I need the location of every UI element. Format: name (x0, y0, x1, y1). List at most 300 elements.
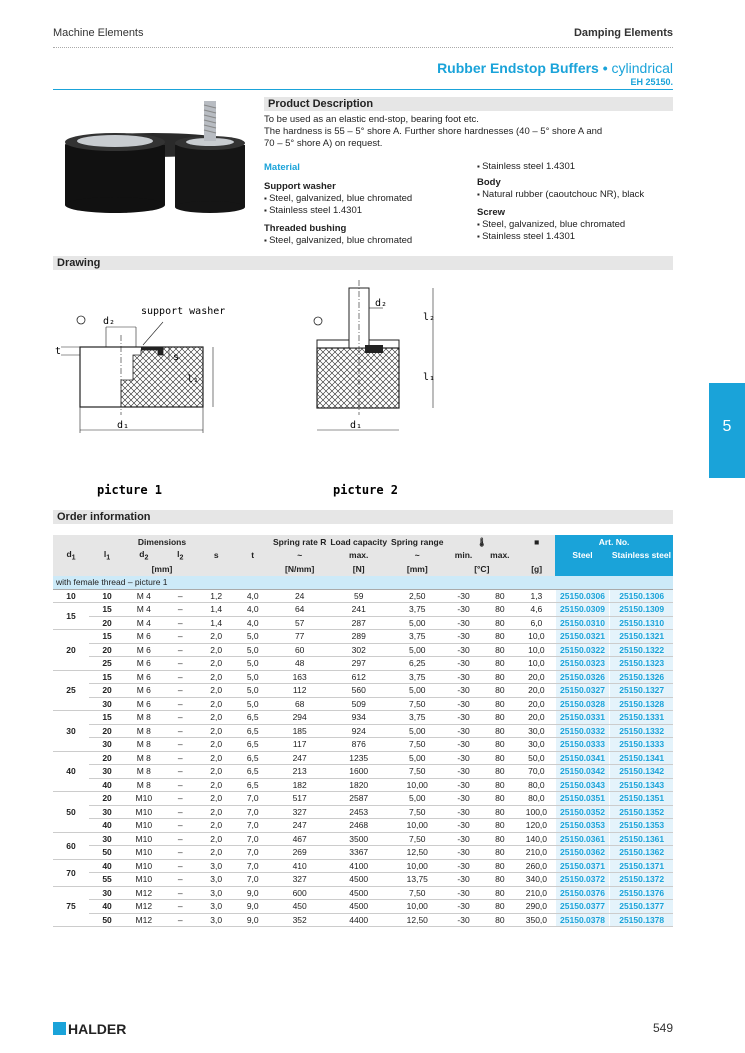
table-cell: – (163, 832, 198, 846)
article-number-link[interactable]: 25150.0362 (555, 846, 610, 860)
table-cell: M 6 (125, 643, 163, 657)
article-number-link[interactable]: 25150.0376 (555, 886, 610, 900)
table-cell: 6,5 (234, 751, 271, 765)
table-row (53, 697, 673, 711)
table-cell: 2,0 (198, 711, 235, 725)
table-cell: 80 (482, 616, 519, 630)
table-cell: -30 (445, 589, 481, 603)
table-cell: 25 (89, 657, 125, 671)
article-number-link[interactable]: 25150.0372 (555, 873, 610, 887)
table-cell: -30 (445, 873, 481, 887)
table-row (53, 873, 673, 887)
label-picture-2: picture 2 (333, 483, 399, 497)
table-cell: 5,0 (234, 697, 271, 711)
table-cell: – (163, 670, 198, 684)
table-cell: 467 (271, 832, 328, 846)
brand-logo: HALDER (53, 1021, 126, 1037)
spring-rate-header: Spring rate R (272, 536, 327, 547)
table-cell: 12,50 (389, 913, 445, 927)
table-cell: – (163, 873, 198, 887)
article-number-link[interactable]: 25150.0310 (555, 616, 610, 630)
article-number-link[interactable]: 25150.1361 (610, 832, 673, 846)
table-cell: M 6 (125, 670, 163, 684)
table-cell: 64 (271, 603, 328, 617)
table-cell: 10,00 (389, 819, 445, 833)
table-row (53, 711, 673, 725)
material-right-column (477, 161, 673, 243)
table-cell: – (163, 616, 198, 630)
table-cell: -30 (445, 792, 481, 806)
table-cell: 50 (89, 913, 125, 927)
table-cell: 4500 (328, 900, 389, 914)
table-cell: 80 (482, 684, 519, 698)
support-washer-heading: Support washer (264, 181, 336, 192)
table-cell: -30 (445, 751, 481, 765)
label-l2: l₂ (423, 312, 436, 323)
table-cell: 13,75 (389, 873, 445, 887)
order-info-heading: Order information (53, 510, 673, 524)
table-cell: 59 (328, 589, 389, 603)
table-cell: 20,0 (518, 670, 555, 684)
table-cell: M12 (125, 900, 163, 914)
article-number-link[interactable]: 25150.1333 (610, 738, 673, 752)
table-cell: 4,6 (518, 603, 555, 617)
description-line: The hardness is 55 – 5° shore A. Further shore hardnesses (40 – 5° shore A and (264, 126, 603, 137)
article-number-link[interactable]: 25150.0333 (555, 738, 610, 752)
table-cell: 80 (482, 765, 519, 779)
table-cell: 15 (89, 630, 125, 644)
table-cell: – (163, 819, 198, 833)
table-cell: 7,0 (234, 873, 271, 887)
cell-d1: 20 (53, 630, 89, 671)
unit-g: [g] (518, 562, 555, 576)
col-temp-min: min. (445, 549, 481, 563)
material-left-column (264, 177, 469, 247)
table-cell: 2,0 (198, 792, 235, 806)
article-number-link[interactable]: 25150.0321 (555, 630, 610, 644)
table-cell: 80,0 (518, 792, 555, 806)
body-heading: Body (477, 177, 501, 188)
table-cell: 80 (482, 630, 519, 644)
table-cell: 80 (482, 603, 519, 617)
table-cell: M 4 (125, 589, 163, 603)
table-cell: 2,0 (198, 805, 235, 819)
table-cell: -30 (445, 657, 481, 671)
table-cell: 80 (482, 657, 519, 671)
article-number-link[interactable]: 25150.0377 (555, 900, 610, 914)
table-cell: -30 (445, 670, 481, 684)
article-number-link[interactable]: 25150.1331 (610, 711, 673, 725)
col-t: t (234, 549, 271, 563)
table-cell: 20,0 (518, 711, 555, 725)
table-cell: 10,0 (518, 630, 555, 644)
table-cell: 241 (328, 603, 389, 617)
article-number-link[interactable]: 25150.1326 (610, 670, 673, 684)
cell-d1: 25 (53, 670, 89, 711)
table-cell: -30 (445, 724, 481, 738)
table-cell: -30 (445, 765, 481, 779)
table-cell: – (163, 886, 198, 900)
table-cell: 5,0 (234, 670, 271, 684)
article-number-link[interactable]: 25150.1309 (610, 603, 673, 617)
table-cell: M10 (125, 792, 163, 806)
table-cell: 80 (482, 900, 519, 914)
table-cell: M 6 (125, 630, 163, 644)
article-number-link[interactable]: 25150.0331 (555, 711, 610, 725)
table-cell: M12 (125, 886, 163, 900)
table-cell: 1,4 (198, 616, 235, 630)
article-number-link[interactable]: 25150.1376 (610, 886, 673, 900)
article-number-link[interactable]: 25150.1378 (610, 913, 673, 927)
table-row (53, 684, 673, 698)
unit-nmm: [N/mm] (271, 562, 328, 576)
table-cell: 3,75 (389, 603, 445, 617)
table-cell: 210,0 (518, 886, 555, 900)
table-cell: 80 (482, 913, 519, 927)
table-cell: -30 (445, 630, 481, 644)
table-cell: 4,0 (234, 589, 271, 603)
table-row (53, 589, 673, 603)
table-cell: 287 (328, 616, 389, 630)
table-cell: M 4 (125, 603, 163, 617)
article-number-link[interactable]: 25150.1341 (610, 751, 673, 765)
table-cell: – (163, 792, 198, 806)
cell-d1: 50 (53, 792, 89, 833)
table-cell: 924 (328, 724, 389, 738)
table-cell: 3500 (328, 832, 389, 846)
article-number-link[interactable]: 25150.1306 (610, 589, 673, 603)
article-number-link[interactable]: 25150.1332 (610, 724, 673, 738)
col-d2: $d_2$ (125, 549, 163, 563)
table-cell: M10 (125, 832, 163, 846)
table-cell: 12,50 (389, 846, 445, 860)
material-item: ▪ Steel, galvanized, blue chromated (477, 219, 673, 231)
table-cell: – (163, 913, 198, 927)
table-cell: 30,0 (518, 738, 555, 752)
article-number-link[interactable]: 25150.0371 (555, 859, 610, 873)
table-cell: – (163, 765, 198, 779)
table-cell: – (163, 589, 198, 603)
weight-icon: ■ (518, 535, 555, 549)
table-cell: 30,0 (518, 724, 555, 738)
table-cell: 260,0 (518, 859, 555, 873)
table-cell: 7,0 (234, 832, 271, 846)
product-title (437, 60, 673, 76)
table-cell: 3,0 (198, 886, 235, 900)
table-cell: 517 (271, 792, 328, 806)
table-cell: 30 (89, 805, 125, 819)
table-cell: 600 (271, 886, 328, 900)
table-cell: 20,0 (518, 697, 555, 711)
col-load-max: max. (328, 549, 389, 563)
table-cell: 4500 (328, 873, 389, 887)
table-cell: 247 (271, 751, 328, 765)
table-cell: 55 (89, 873, 125, 887)
table-cell: M 4 (125, 616, 163, 630)
load-capacity-header: Load capacity (330, 536, 388, 547)
table-cell: -30 (445, 832, 481, 846)
table-cell: 80 (482, 738, 519, 752)
table-cell: 80 (482, 589, 519, 603)
table-cell: 2,0 (198, 630, 235, 644)
table-cell: 80 (482, 792, 519, 806)
table-cell: 163 (271, 670, 328, 684)
cell-d1: 40 (53, 751, 89, 792)
table-cell: 327 (271, 805, 328, 819)
table-cell: 7,0 (234, 846, 271, 860)
table-cell: 7,0 (234, 859, 271, 873)
table-cell: – (163, 630, 198, 644)
article-number-link[interactable]: 25150.0322 (555, 643, 610, 657)
table-cell: 3,75 (389, 670, 445, 684)
table-cell: 15 (89, 711, 125, 725)
table-cell: 2,0 (198, 765, 235, 779)
header-divider (53, 47, 673, 48)
article-number-link[interactable]: 25150.1377 (610, 900, 673, 914)
product-description-text (264, 114, 664, 150)
table-cell: 6,5 (234, 711, 271, 725)
table-cell: 10,00 (389, 900, 445, 914)
article-number-link[interactable]: 25150.0342 (555, 765, 610, 779)
table-cell: – (163, 724, 198, 738)
table-cell: -30 (445, 738, 481, 752)
label-support-washer: support washer (141, 306, 226, 317)
table-cell: 450 (271, 900, 328, 914)
table-cell: M 6 (125, 657, 163, 671)
table-cell: 1820 (328, 778, 389, 792)
table-cell: 340,0 (518, 873, 555, 887)
technical-drawing (53, 280, 453, 500)
table-row (53, 670, 673, 684)
table-cell: -30 (445, 616, 481, 630)
table-cell: 10,00 (389, 859, 445, 873)
table-cell: 294 (271, 711, 328, 725)
label-t: t (55, 346, 62, 357)
product-title-variant: cylindrical (611, 60, 673, 76)
table-row (53, 616, 673, 630)
table-cell: 876 (328, 738, 389, 752)
col-l2: $l_2$ (163, 549, 198, 563)
table-cell: 80 (482, 751, 519, 765)
table-cell: 2,0 (198, 643, 235, 657)
threaded-bushing-heading: Threaded bushing (264, 223, 347, 234)
table-cell: 3,0 (198, 873, 235, 887)
article-number-link[interactable]: 25150.0361 (555, 832, 610, 846)
material-item: ▪ Natural rubber (caoutchouc NR), black (477, 189, 673, 201)
table-cell: 10,0 (518, 643, 555, 657)
table-cell: -30 (445, 819, 481, 833)
description-line: 70 – 5° shore A) on request. (264, 138, 383, 149)
label-d1: d₁ (117, 420, 130, 431)
table-cell: 2,0 (198, 832, 235, 846)
table-cell: M 6 (125, 684, 163, 698)
article-number-link[interactable]: 25150.0309 (555, 603, 610, 617)
table-cell: 3,0 (198, 913, 235, 927)
chapter-title: Machine Elements (53, 27, 144, 39)
table-cell: M 6 (125, 697, 163, 711)
table-row (53, 792, 673, 806)
table-cell: 20 (89, 643, 125, 657)
table-cell: 327 (271, 873, 328, 887)
article-number-link[interactable]: 25150.0351 (555, 792, 610, 806)
table-cell: -30 (445, 697, 481, 711)
table-cell: 117 (271, 738, 328, 752)
cell-d1: 30 (53, 711, 89, 752)
table-cell: 3,75 (389, 630, 445, 644)
article-number-link[interactable]: 25150.1353 (610, 819, 673, 833)
table-cell: 934 (328, 711, 389, 725)
col-temp-max: max. (482, 549, 519, 563)
table-cell: 4,0 (234, 616, 271, 630)
table-cell: 60 (271, 643, 328, 657)
table-cell: 1600 (328, 765, 389, 779)
table-cell: 4,0 (234, 603, 271, 617)
table-cell: 80 (482, 859, 519, 873)
table-row (53, 751, 673, 765)
article-number-link[interactable]: 25150.1343 (610, 778, 673, 792)
table-cell: 80 (482, 670, 519, 684)
table-row (53, 765, 673, 779)
table-cell: M 8 (125, 711, 163, 725)
table-cell: -30 (445, 684, 481, 698)
article-number-link[interactable]: 25150.0353 (555, 819, 610, 833)
description-line: To be used as an elastic end-stop, bearing foot etc. (264, 114, 479, 125)
table-cell: 24 (271, 589, 328, 603)
label-l1-p2: l₁ (423, 372, 436, 383)
chapter-tab[interactable]: 5 (709, 383, 745, 478)
article-number-link[interactable]: 25150.1372 (610, 873, 673, 887)
table-cell: 40 (89, 900, 125, 914)
table-cell: 5,00 (389, 792, 445, 806)
table-row (53, 859, 673, 873)
article-number-link[interactable]: 25150.0306 (555, 589, 610, 603)
article-number-link[interactable]: 25150.0332 (555, 724, 610, 738)
article-number-link[interactable]: 25150.0343 (555, 778, 610, 792)
art-no-header: Art. No. (555, 535, 673, 549)
article-number-link[interactable]: 25150.1321 (610, 630, 673, 644)
table-cell: 3,75 (389, 711, 445, 725)
table-cell: 2,0 (198, 684, 235, 698)
table-cell: -30 (445, 886, 481, 900)
table-cell: 20 (89, 616, 125, 630)
article-number-link[interactable]: 25150.1323 (610, 657, 673, 671)
temperature-icon: 🌡 (445, 535, 518, 549)
table-cell: 20 (89, 684, 125, 698)
table-cell: 30 (89, 886, 125, 900)
table-cell: -30 (445, 778, 481, 792)
article-number-link[interactable]: 25150.1362 (610, 846, 673, 860)
table-cell: 7,0 (234, 792, 271, 806)
table-cell: 269 (271, 846, 328, 860)
article-number-link[interactable]: 25150.1352 (610, 805, 673, 819)
table-cell: 80 (482, 846, 519, 860)
article-number-link[interactable]: 25150.1351 (610, 792, 673, 806)
table-cell: 2,0 (198, 751, 235, 765)
product-code: EH 25150. (630, 77, 673, 87)
table-cell: 3,0 (198, 900, 235, 914)
article-number-link[interactable]: 25150.1310 (610, 616, 673, 630)
product-description-heading: Product Description (264, 97, 673, 111)
table-cell: 5,00 (389, 643, 445, 657)
table-cell: 4500 (328, 886, 389, 900)
table-cell: 80 (482, 697, 519, 711)
table-cell: -30 (445, 859, 481, 873)
label-d2: d₂ (103, 316, 116, 327)
table-cell: 4100 (328, 859, 389, 873)
table-cell: 20 (89, 724, 125, 738)
table-cell: 3,0 (198, 859, 235, 873)
article-number-link[interactable]: 25150.1322 (610, 643, 673, 657)
table-cell: 7,50 (389, 832, 445, 846)
table-cell: 2,0 (198, 738, 235, 752)
table-cell: 5,00 (389, 616, 445, 630)
article-number-link[interactable]: 25150.0378 (555, 913, 610, 927)
article-number-link[interactable]: 25150.0328 (555, 697, 610, 711)
material-title: Material (264, 162, 300, 173)
table-cell: 2468 (328, 819, 389, 833)
table-cell: 410 (271, 859, 328, 873)
article-number-link[interactable]: 25150.1327 (610, 684, 673, 698)
article-number-link[interactable]: 25150.0341 (555, 751, 610, 765)
order-table (53, 535, 673, 927)
table-row (53, 900, 673, 914)
table-cell: M 8 (125, 778, 163, 792)
product-photo (53, 97, 253, 217)
cell-d1: 70 (53, 859, 89, 886)
col-stainless: Stainless steel (610, 549, 673, 563)
table-cell: 77 (271, 630, 328, 644)
table-cell: M10 (125, 873, 163, 887)
cell-d1: 15 (53, 603, 89, 630)
table-cell: 6,5 (234, 724, 271, 738)
table-cell: M10 (125, 846, 163, 860)
table-cell: 80 (482, 805, 519, 819)
table-cell: -30 (445, 711, 481, 725)
table-cell: 50 (89, 846, 125, 860)
article-number-link[interactable]: 25150.0352 (555, 805, 610, 819)
table-cell: 5,00 (389, 724, 445, 738)
table-cell: 182 (271, 778, 328, 792)
table-cell: 509 (328, 697, 389, 711)
table-cell: – (163, 859, 198, 873)
table-cell: 2,0 (198, 670, 235, 684)
table-cell: 10,0 (518, 657, 555, 671)
table-cell: 9,0 (234, 886, 271, 900)
title-divider (53, 89, 673, 90)
table-row (53, 657, 673, 671)
table-cell: 1,3 (518, 589, 555, 603)
table-cell: 4400 (328, 913, 389, 927)
table-cell: – (163, 657, 198, 671)
article-number-link[interactable]: 25150.0327 (555, 684, 610, 698)
table-cell: 15 (89, 670, 125, 684)
table-cell: 7,50 (389, 805, 445, 819)
table-row (53, 630, 673, 644)
label-picture-1: picture 1 (97, 483, 163, 497)
article-number-link[interactable]: 25150.1371 (610, 859, 673, 873)
article-number-link[interactable]: 25150.0323 (555, 657, 610, 671)
table-cell: M10 (125, 805, 163, 819)
article-number-link[interactable]: 25150.1328 (610, 697, 673, 711)
table-row (53, 643, 673, 657)
table-cell: 80 (482, 778, 519, 792)
drawing-heading: Drawing (53, 256, 673, 270)
article-number-link[interactable]: 25150.0326 (555, 670, 610, 684)
table-cell: 48 (271, 657, 328, 671)
table-row (53, 819, 673, 833)
table-row (53, 724, 673, 738)
article-number-link[interactable]: 25150.1342 (610, 765, 673, 779)
